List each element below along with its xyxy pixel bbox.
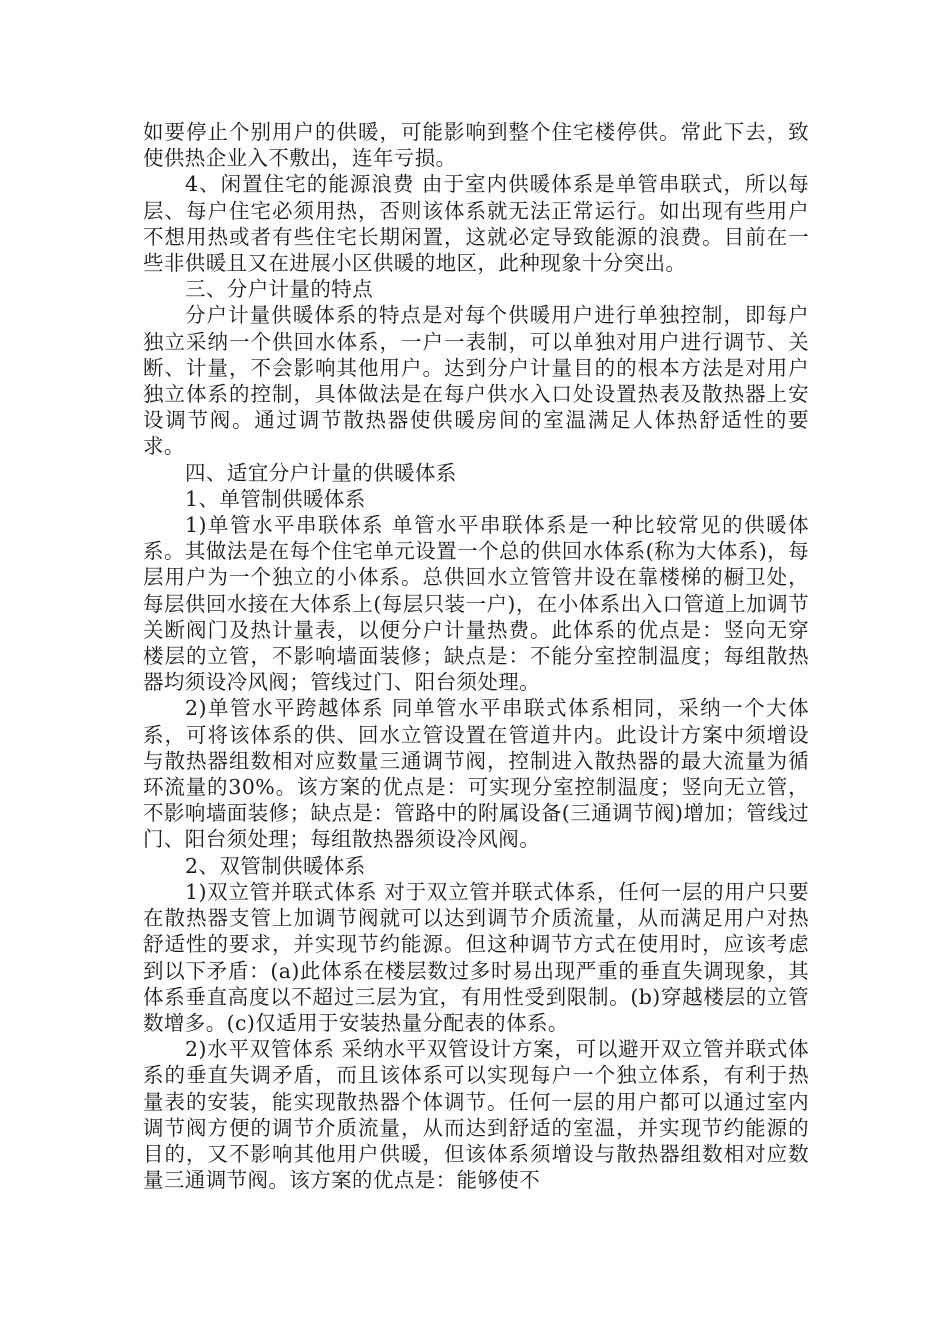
paragraph-double-riser-parallel: 1)双立管并联式体系 对于双立管并联式体系，任何一层的用户只要在散热器支管上加调节阀就可以达到调节介质流量，从而满足用户对热舒适性的要求，并实现节约能源。但这种调节方式在使用时，应该考虑到以下矛盾：(a)此体系在楼层数过多时易出现严重的垂直失调现象，其体系垂直高度以不超过三层为宜，有用性受到限制。(b)穿越楼层的立管数增多。(c)仅适用于安装热量分配表的体系。 [143,879,809,1035]
paragraph-single-pipe-bypass: 2)单管水平跨越体系 同单管水平串联式体系相同，采纳一个大体系，可将该体系的供、回水立管设置在管道井内。此设计方案中须增设与散热器组数相对应数量三通调节阀，控制进入散热器的最大流量为循环流量的30%。该方案的优点是：可实现分室控制温度；竖向无立管，不影响墙面装修；缺点是：管路中的附属设备(三通调节阀)增加；管线过门、阳台须处理；每组散热器须设冷风阀。 [143,696,809,852]
paragraph-idle-housing-waste: 4、闲置住宅的能源浪费 由于室内供暖体系是单管串联式，所以每层、每户住宅必须用热，否则该体系就无法正常运行。如出现有些用户不想用热或者有些住宅长期闲置，这就必定导致能源的浪费。目前在一些非供暖且又在进展小区供暖的地区，此种现象十分突出。 [143,172,809,276]
paragraph-continuation: 如要停止个别用户的供暖，可能影响到整个住宅楼停供。常此下去，致使供热企业入不敷出，连年亏损。 [143,120,809,171]
section-heading-features: 三、分户计量的特点 [185,277,374,302]
paragraph-single-pipe-series: 1)单管水平串联体系 单管水平串联体系是一种比较常见的供暖体系。其做法是在每个住宅单元设置一个总的供回水体系(称为大体系)，每层用户为一个独立的小体系。总供回水立管管井设在靠楼梯的橱卫处，每层供回水接在大体系上(每层只装一户)，在小体系出入口管道上加调节关断阀门及热计量表，以便分户计量热费。此体系的优点是：竖向无穿楼层的立管，不影响墙面装修；缺点是：不能分室控制温度；每组散热器均须设冷风阀；管线过门、阳台须处理。 [143,513,809,695]
section-heading-heating-systems: 四、适宜分户计量的供暖体系 [185,460,457,485]
subheading-single-pipe: 1、单管制供暖体系 [185,486,366,511]
paragraph-horizontal-double-pipe: 2)水平双管体系 采纳水平双管设计方案，可以避开双立管并联式体系的垂直失调矛盾，而且该体系可以实现每户一个独立体系，有利于热量表的安装，能实现散热器个体调节。任何一层的用户都可以通过室内调节阀方便的调节介质流量，从而达到舒适的室温，并实现节约能源的目的，又不影响其他用户供暖，但该体系须增设与散热器组数相对应数量三通调节阀。该方案的优点是：能够使不 [143,1037,809,1193]
subheading-double-pipe: 2、双管制供暖体系 [185,853,366,878]
paragraph-features: 分户计量供暖体系的特点是对每个供暖用户进行单独控制，即每户独立采纳一个供回水体系，一户一表制，可以单独对用户进行调节、关断、计量，不会影响其他用户。达到分户计量目的的根本方法是对用户独立体系的控制，具体做法是在每户供水入口处设置热表及散热器上安设调节阀。通过调节散热器使供暖房间的室温满足人体热舒适性的要求。 [143,303,809,459]
document-body [143,119,809,1193]
